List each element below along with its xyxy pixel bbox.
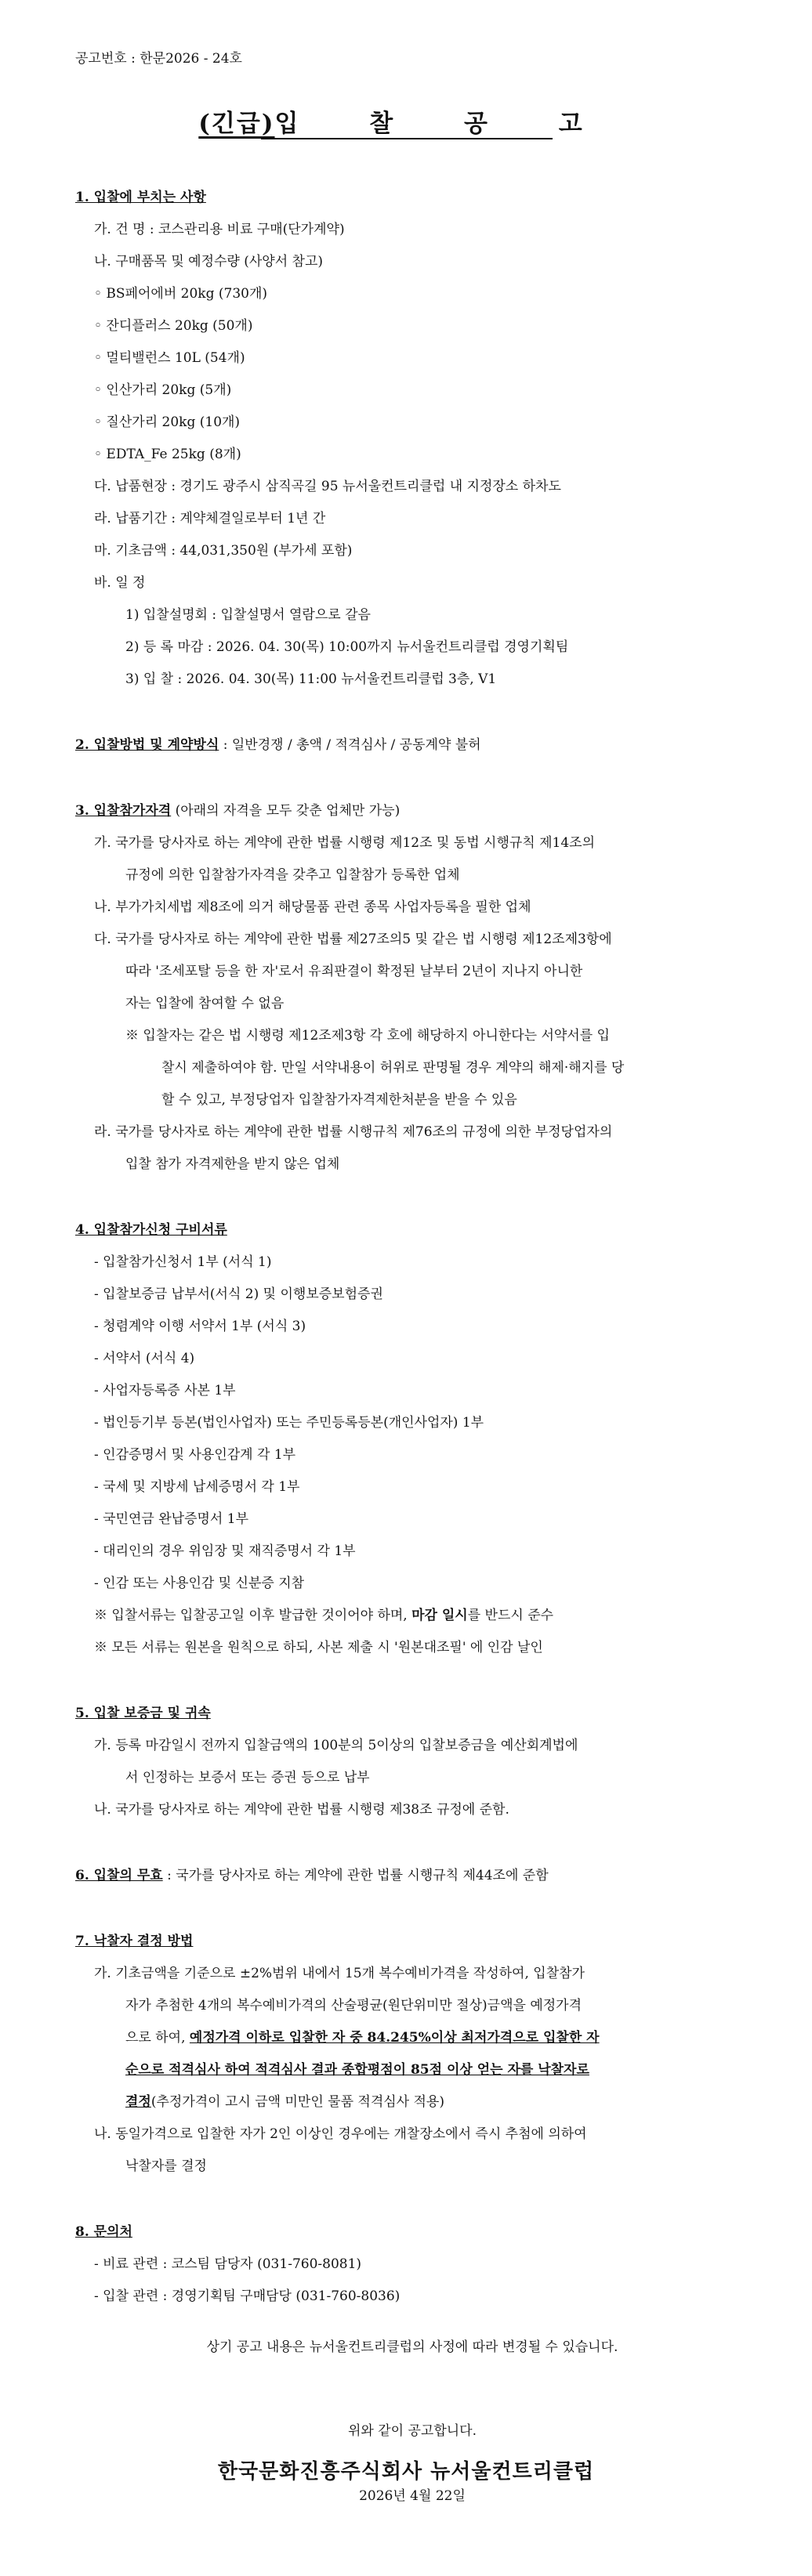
- s1-product-1: ◦ BS페어에버 20kg (730개): [94, 286, 268, 302]
- s5-line-3: 나. 국가를 당사자로 하는 계약에 관한 법률 시행령 제38조 규정에 준함.: [94, 1802, 509, 1818]
- s3-line-8: 찰시 제출하여야 함. 만일 서약내용이 허위로 판명될 경우 계약의 해제·해지를 당: [161, 1060, 625, 1076]
- s3-line-11: 입찰 참가 자격제한을 받지 않은 업체: [125, 1156, 340, 1172]
- s1-product-4: ◦ 인산가리 20kg (5개): [94, 382, 232, 398]
- s4-doc-8: - 국세 및 지방세 납세증명서 각 1부: [94, 1479, 300, 1495]
- s1-base-amount: 마. 기초금액 : 44,031,350원 (부가세 포함): [94, 543, 353, 559]
- s4-note-1-c: 를 반드시 준수: [467, 1608, 554, 1623]
- s1-delivery-period: 라. 납품기간 : 계약체결일로부터 1년 간: [94, 511, 326, 526]
- s7-line-1: 가. 기초금액을 기준으로 ±2%범위 내에서 15개 복수예비가격을 작성하여, 입찰참가: [94, 1966, 585, 1981]
- s4-doc-2: - 입찰보증금 납부서(서식 2) 및 이행보증보험증권: [94, 1286, 383, 1302]
- s4-note-1-emphasis: 마감 일시: [411, 1608, 468, 1623]
- s7-line-5-b: (추정가격이 고시 금액 미만인 물품 적격심사 적용): [150, 2094, 444, 2110]
- s4-note-2: ※ 모든 서류는 원본을 원칙으로 하되, 사본 제출 시 '원본대조필' 에 인감 날인: [94, 1640, 543, 1655]
- section-3-note: (아래의 자격을 모두 갖춘 업체만 가능): [171, 803, 401, 819]
- notice-date: 2026년 4월 22일: [359, 2488, 466, 2504]
- closing-note: 상기 공고 내용은 뉴서울컨트리클럽의 사정에 따라 변경될 수 있습니다.: [206, 2339, 618, 2355]
- closing-statement: 위와 같이 공고합니다.: [347, 2423, 477, 2439]
- s1-schedule-1: 1) 입찰설명회 : 입찰설명서 열람으로 갈음: [125, 607, 371, 623]
- s3-line-10: 라. 국가를 당사자로 하는 계약에 관한 법률 시행규칙 제76조의 규정에 의한 부정당업자의: [94, 1124, 613, 1140]
- section-2-heading: [75, 729, 749, 762]
- s4-doc-6: - 법인등기부 등본(법인사업자) 또는 주민등록등본(개인사업자) 1부: [94, 1415, 484, 1431]
- s1-delivery-site: 다. 납품현장 : 경기도 광주시 삼직곡길 95 뉴서울컨트리클럽 내 지정장소 하차도: [94, 479, 561, 494]
- section-5-title: 5. 입찰 보증금 및 귀속: [75, 1706, 211, 1721]
- section-2-title: 2. 입찰방법 및 계약방식: [75, 737, 219, 753]
- s8-contact-1: - 비료 관련 : 코스팀 담당자 (031-760-8081): [94, 2256, 362, 2272]
- s3-line-6: 자는 입찰에 참여할 수 없음: [125, 996, 285, 1011]
- notice-number: 공고번호 : 한문2026 - 24호: [75, 51, 242, 67]
- section-7-title: 7. 낙찰자 결정 방법: [75, 1934, 194, 1949]
- s3-line-7: ※ 입찰자는 같은 법 시행령 제12조제3항 각 호에 해당하지 아니한다는 서약서를 입: [125, 1028, 610, 1044]
- s1-schedule-2: 2) 등 록 마감 : 2026. 04. 30(목) 10:00까지 뉴서울컨트리클럽 경영기획팀: [125, 639, 569, 655]
- s4-note-1: [75, 1600, 749, 1632]
- s7-line-6: 나. 동일가격으로 입찰한 자가 2인 이상인 경우에는 개찰장소에서 즉시 추첨에 의하여: [94, 2126, 587, 2142]
- s3-line-2: 규정에 의한 입찰참가자격을 갖추고 입찰참가 등록한 업체: [125, 867, 460, 883]
- section-8-title: 8. 문의처: [75, 2224, 132, 2240]
- s4-note-1-a: ※ 입찰서류는 입찰공고일 이후 발급한 것이어야 하며,: [94, 1608, 412, 1623]
- section-4-title: 4. 입찰참가신청 구비서류: [75, 1222, 227, 1238]
- s8-contact-2: - 입찰 관련 : 경영기획팀 구매담당 (031-760-8036): [94, 2288, 401, 2304]
- s4-doc-9: - 국민연금 완납증명서 1부: [94, 1511, 248, 1527]
- section-5-heading: [75, 1697, 749, 1730]
- organization-name: 한국문화진흥주식회사 뉴서울컨트리클럽: [217, 2460, 595, 2484]
- section-6-text: : 국가를 당사자로 하는 계약에 관한 법률 시행규칙 제44조에 준함: [162, 1868, 549, 1883]
- s1-item-name: 가. 건 명 : 코스관리용 비료 구매(단가계약): [94, 222, 345, 237]
- section-4-heading: [75, 1214, 749, 1246]
- s4-doc-10: - 대리인의 경우 위임장 및 재직증명서 각 1부: [94, 1543, 356, 1559]
- s3-line-1: 가. 국가를 당사자로 하는 계약에 관한 법률 시행령 제12조 및 동법 시행규칙 제14조의: [94, 835, 596, 851]
- s1-item-products: 나. 구매품목 및 예정수량 (사양서 참고): [94, 254, 324, 270]
- s4-doc-1: - 입찰참가신청서 1부 (서식 1): [94, 1254, 272, 1270]
- section-6-heading: [75, 1859, 749, 1892]
- s3-line-4: 다. 국가를 당사자로 하는 계약에 관한 법률 제27조의5 및 같은 법 시행령 제12조제3항에: [94, 932, 612, 947]
- s7-line-4: 순으로 적격심사 하여 적격심사 결과 종합평점이 85점 이상 얻는 자를 낙찰자로: [125, 2062, 589, 2078]
- s7-line-5: [75, 2086, 749, 2118]
- section-3-title: 3. 입찰참가자격: [75, 803, 172, 819]
- notice-body: [75, 181, 749, 2513]
- s4-doc-4: - 서약서 (서식 4): [94, 1351, 195, 1366]
- s7-line-3-a: 으로 하여,: [125, 2030, 190, 2046]
- s1-product-3: ◦ 멀티밸런스 10L (54개): [94, 350, 245, 366]
- section-3-heading: [75, 794, 749, 827]
- s4-doc-7: - 인감증명서 및 사용인감계 각 1부: [94, 1447, 296, 1463]
- s7-line-3: [75, 2022, 749, 2054]
- s1-product-2: ◦ 잔디플러스 20kg (50개): [94, 318, 253, 334]
- section-7-heading: [75, 1925, 749, 1958]
- s4-doc-5: - 사업자등록증 사본 1부: [94, 1383, 236, 1398]
- s4-doc-11: - 인감 또는 사용인감 및 신분증 지참: [94, 1576, 305, 1591]
- s7-line-5-emphasis: 결정: [125, 2094, 151, 2110]
- title-main: 입 찰 공 고: [274, 110, 614, 138]
- s1-schedule: 바. 일 정: [94, 575, 146, 591]
- section-6-title: 6. 입찰의 무효: [75, 1868, 163, 1883]
- page-title: [0, 103, 812, 139]
- s7-line-7: 낙찰자를 결정: [125, 2158, 207, 2174]
- s5-line-1: 가. 등록 마감일시 전까지 입찰금액의 100분의 5이상의 입찰보증금을 예산회계법에: [94, 1738, 578, 1753]
- title-underline: [261, 138, 553, 139]
- s3-line-9: 할 수 있고, 부정당업자 입찰참가자격제한처분을 받을 수 있음: [161, 1092, 517, 1108]
- s1-product-5: ◦ 질산가리 20kg (10개): [94, 414, 241, 430]
- section-2-text: : 일반경쟁 / 총액 / 적격심사 / 공동계약 불허: [219, 737, 481, 753]
- s3-line-5: 따라 '조세포탈 등을 한 자'로서 유죄판결이 확정된 날부터 2년이 지나지 아니한: [125, 964, 583, 979]
- s7-line-3-emphasis: 예정가격 이하로 입찰한 자 중 84.245%이상 최저가격으로 입찰한 자: [189, 2030, 600, 2046]
- s7-line-2: 자가 추첨한 4개의 복수예비가격의 산술평균(원단위미만 절상)금액을 예정가격: [125, 1998, 582, 2013]
- title-prefix: (긴급): [198, 110, 275, 138]
- s5-line-2: 서 인정하는 보증서 또는 증권 등으로 납부: [125, 1770, 370, 1785]
- section-1-title: 1. 입찰에 부치는 사항: [75, 190, 206, 205]
- s1-schedule-3: 3) 입 찰 : 2026. 04. 30(목) 11:00 뉴서울컨트리클럽 3층, V1: [125, 671, 497, 687]
- section-1-heading: [75, 181, 749, 214]
- s4-doc-3: - 청렴계약 이행 서약서 1부 (서식 3): [94, 1319, 306, 1334]
- s3-line-3: 나. 부가가치세법 제8조에 의거 해당물품 관련 종목 사업자등록을 필한 업체: [94, 899, 531, 915]
- s1-product-6: ◦ EDTA_Fe 25kg (8개): [94, 447, 241, 462]
- section-8-heading: [75, 2216, 749, 2249]
